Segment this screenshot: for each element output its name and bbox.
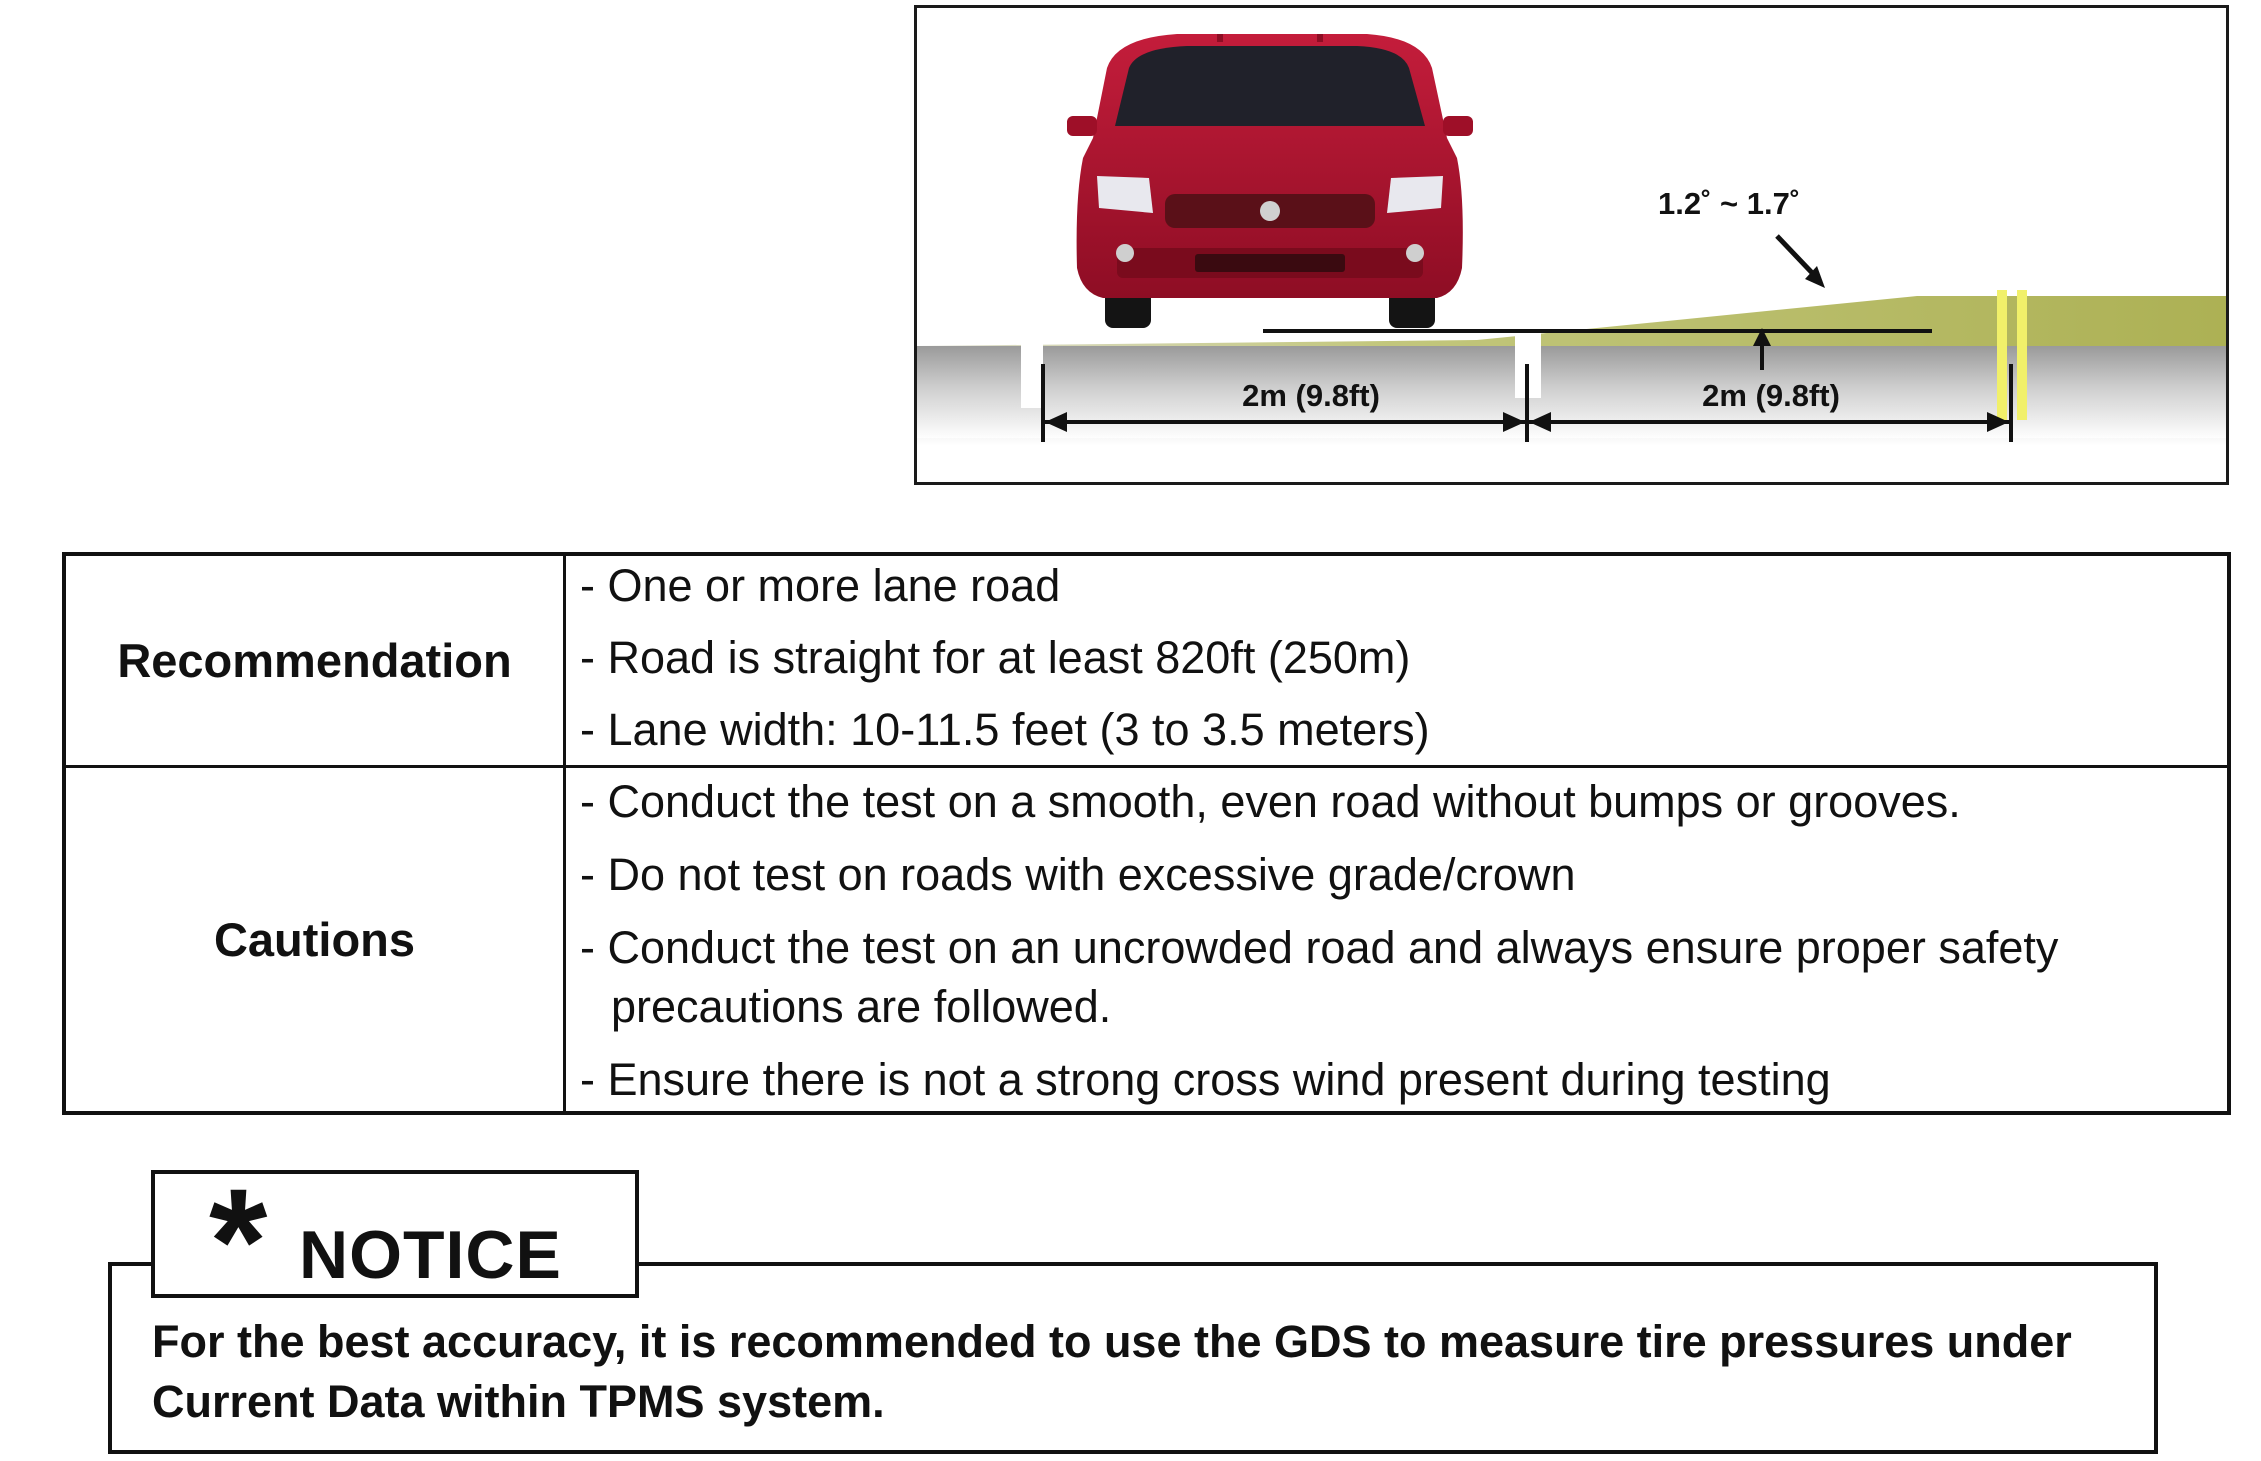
- list-item: - Lane width: 10-11.5 feet (3 to 3.5 meters): [580, 704, 1430, 755]
- category-cell: [64, 554, 565, 766]
- center-line-left: [1997, 290, 2007, 420]
- list-item: - One or more lane road: [580, 560, 1061, 611]
- items-cell: [565, 554, 2230, 766]
- road-test-requirements-table: [62, 552, 2231, 1115]
- asterisk-icon: *: [209, 1157, 268, 1325]
- segment-right-label: 2m (9.8ft): [1702, 378, 1840, 413]
- notice-title: NOTICE: [299, 1217, 562, 1293]
- road-illustration: [917, 8, 2226, 482]
- list-item: - Road is straight for at least 820ft (250m): [580, 632, 1411, 683]
- notice-text: For the best accuracy, it is recommended to use the GDS to measure tire pressures under Current Data within TPMS system.: [152, 1316, 2072, 1427]
- crown-angle-label: 1.2˚ ~ 1.7˚: [1658, 186, 1801, 221]
- category-label: Cautions: [213, 912, 416, 966]
- road-crown-diagram: [914, 5, 2229, 485]
- list-item: - Conduct the test on an uncrowded road and always ensure proper safety precautions are followed.: [580, 921, 2059, 1032]
- list-item: - Ensure there is not a strong cross wind present during testing: [580, 1053, 1831, 1105]
- list-item: - Conduct the test on a smooth, even road without bumps or grooves.: [580, 775, 1961, 827]
- table-row-recommendation: [64, 554, 2229, 766]
- table-row-cautions: [64, 766, 2229, 1113]
- list-item: - Do not test on roads with excessive grade/crown: [580, 848, 1576, 900]
- center-line-right: [2017, 290, 2027, 420]
- car-front-view: [1067, 34, 1473, 328]
- item-list: [566, 772, 2227, 1109]
- category-cell: [64, 766, 565, 1113]
- segment-left-label: 2m (9.8ft): [1242, 378, 1380, 413]
- items-cell: [565, 766, 2230, 1113]
- notice-heading: [151, 1157, 639, 1325]
- item-list: [566, 556, 2227, 759]
- category-label: Recommendation: [117, 633, 512, 687]
